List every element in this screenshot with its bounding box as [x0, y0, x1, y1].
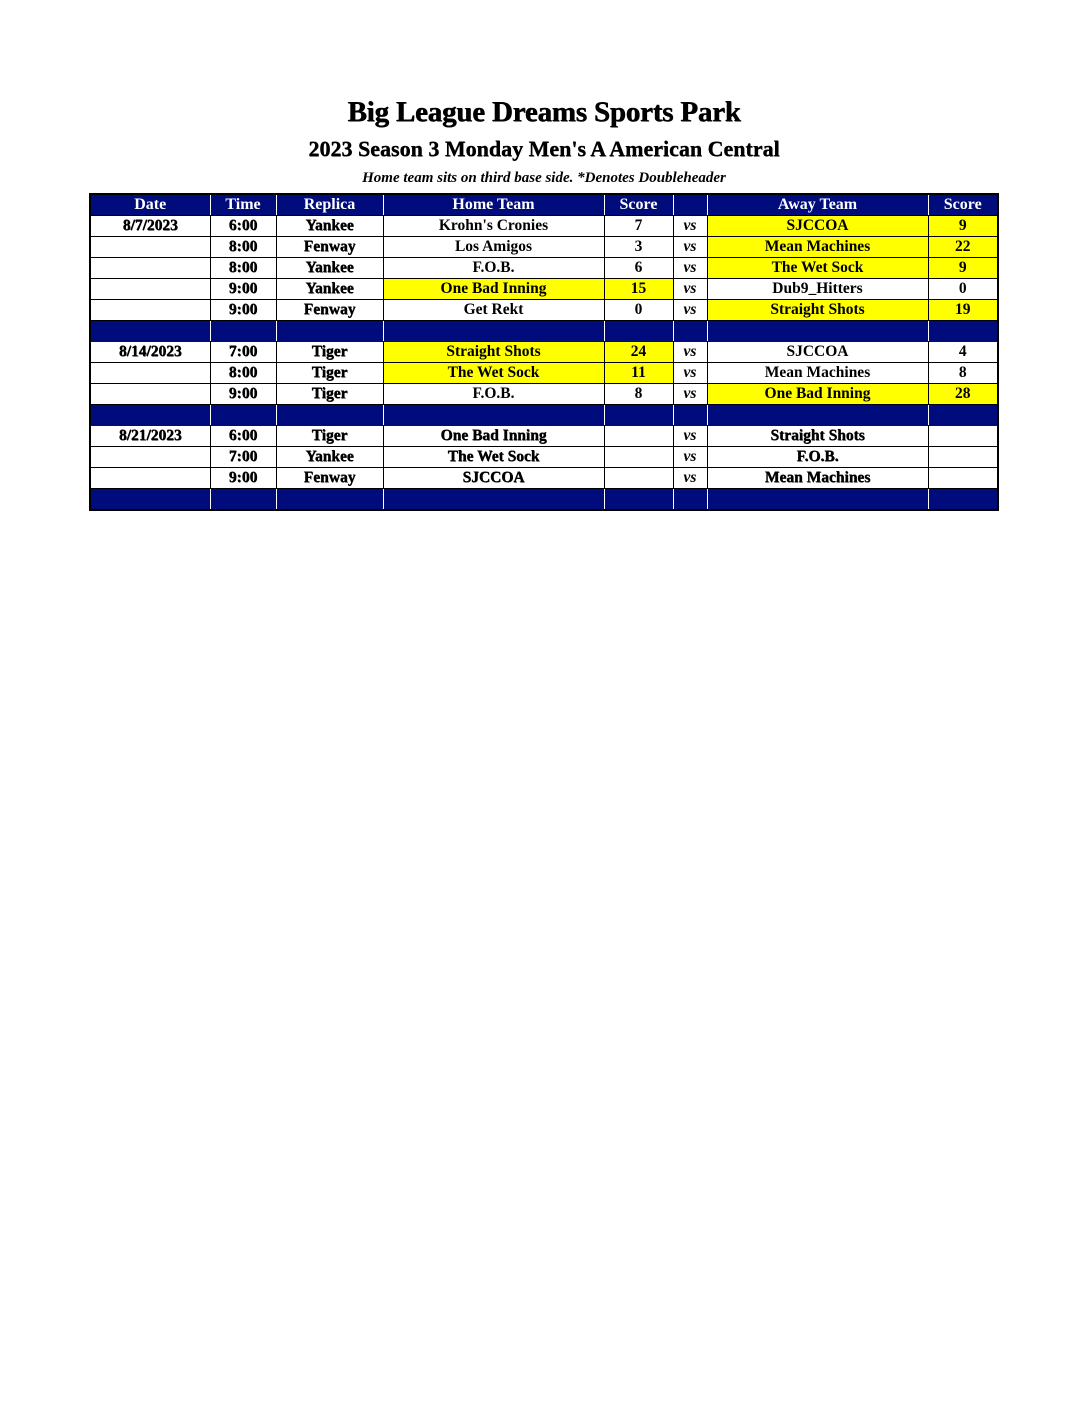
column-header-date: Date: [90, 194, 210, 216]
replica-cell: Yankee: [276, 279, 383, 300]
separator-cell: [90, 405, 210, 426]
home-team-cell: F.O.B.: [383, 258, 604, 279]
away-team-cell: Straight Shots: [707, 300, 928, 321]
column-header-vs: [673, 194, 707, 216]
page-subtitle: 2023 Season 3 Monday Men's A American Central: [308, 136, 780, 161]
time-cell: 7:00: [210, 342, 276, 363]
away-score-cell: 22: [928, 237, 998, 258]
home-score-cell: 24: [604, 342, 673, 363]
game-row: [90, 258, 998, 279]
home-team-cell: The Wet Sock: [383, 447, 604, 468]
separator-cell: [90, 489, 210, 511]
away-score-cell: 9: [928, 258, 998, 279]
separator-cell: [928, 321, 998, 342]
game-row: [90, 426, 998, 447]
column-header-away-team: Away Team: [707, 194, 928, 216]
replica-cell: Fenway: [276, 237, 383, 258]
column-header-replica: Replica: [276, 194, 383, 216]
separator-cell: [673, 321, 707, 342]
game-row: [90, 363, 998, 384]
date-cell: 8/21/2023: [90, 426, 210, 447]
date-cell: [90, 300, 210, 321]
away-team-cell: SJCCOA: [707, 216, 928, 237]
time-cell: 9:00: [210, 384, 276, 405]
home-score-cell: [604, 468, 673, 489]
vs-cell: vs: [673, 468, 707, 489]
replica-cell: Tiger: [276, 342, 383, 363]
away-team-cell: Mean Machines: [707, 363, 928, 384]
replica-cell: Tiger: [276, 426, 383, 447]
separator-cell: [210, 489, 276, 511]
home-team-cell: Krohn's Cronies: [383, 216, 604, 237]
game-row: [90, 237, 998, 258]
date-cell: [90, 363, 210, 384]
date-cell: [90, 258, 210, 279]
game-row: [90, 447, 998, 468]
column-header-home-team: Home Team: [383, 194, 604, 216]
date-cell: [90, 384, 210, 405]
away-team-cell: F.O.B.: [707, 447, 928, 468]
replica-cell: Fenway: [276, 300, 383, 321]
away-team-cell: Mean Machines: [707, 468, 928, 489]
separator-cell: [928, 489, 998, 511]
replica-cell: Yankee: [276, 447, 383, 468]
separator-cell: [673, 489, 707, 511]
week-separator-row: [90, 489, 998, 511]
game-row: [90, 279, 998, 300]
game-row: [90, 300, 998, 321]
away-score-cell: 8: [928, 363, 998, 384]
schedule-table: [89, 193, 999, 511]
week-separator-row: [90, 405, 998, 426]
vs-cell: vs: [673, 258, 707, 279]
home-team-cell: Los Amigos: [383, 237, 604, 258]
away-team-cell: Dub9_Hitters: [707, 279, 928, 300]
away-team-cell: The Wet Sock: [707, 258, 928, 279]
date-cell: [90, 447, 210, 468]
column-header-home-score: Score: [604, 194, 673, 216]
vs-cell: vs: [673, 426, 707, 447]
home-score-cell: 0: [604, 300, 673, 321]
separator-cell: [604, 405, 673, 426]
replica-cell: Fenway: [276, 468, 383, 489]
date-cell: 8/7/2023: [90, 216, 210, 237]
separator-cell: [707, 489, 928, 511]
separator-cell: [604, 321, 673, 342]
vs-cell: vs: [673, 300, 707, 321]
time-cell: 8:00: [210, 258, 276, 279]
away-score-cell: [928, 468, 998, 489]
vs-cell: vs: [673, 216, 707, 237]
away-team-cell: One Bad Inning: [707, 384, 928, 405]
vs-cell: vs: [673, 279, 707, 300]
home-score-cell: 7: [604, 216, 673, 237]
vs-cell: vs: [673, 237, 707, 258]
home-score-cell: 6: [604, 258, 673, 279]
separator-cell: [673, 405, 707, 426]
separator-cell: [276, 405, 383, 426]
schedule-note: Home team sits on third base side. *Denotes Doubleheader: [362, 170, 726, 186]
away-score-cell: 9: [928, 216, 998, 237]
away-score-cell: 19: [928, 300, 998, 321]
separator-cell: [383, 321, 604, 342]
replica-cell: Tiger: [276, 363, 383, 384]
separator-cell: [210, 321, 276, 342]
time-cell: 7:00: [210, 447, 276, 468]
away-score-cell: [928, 447, 998, 468]
column-header-time: Time: [210, 194, 276, 216]
page-title: Big League Dreams Sports Park: [347, 96, 741, 128]
date-cell: [90, 468, 210, 489]
home-team-cell: SJCCOA: [383, 468, 604, 489]
away-score-cell: 0: [928, 279, 998, 300]
separator-cell: [383, 405, 604, 426]
home-score-cell: 11: [604, 363, 673, 384]
time-cell: 9:00: [210, 468, 276, 489]
time-cell: 9:00: [210, 300, 276, 321]
time-cell: 9:00: [210, 279, 276, 300]
time-cell: 6:00: [210, 216, 276, 237]
header-row: [90, 194, 998, 216]
replica-cell: Tiger: [276, 384, 383, 405]
vs-cell: vs: [673, 447, 707, 468]
separator-cell: [90, 321, 210, 342]
home-score-cell: 8: [604, 384, 673, 405]
replica-cell: Yankee: [276, 216, 383, 237]
game-row: [90, 342, 998, 363]
date-cell: [90, 237, 210, 258]
home-team-cell: One Bad Inning: [383, 279, 604, 300]
away-score-cell: 4: [928, 342, 998, 363]
home-score-cell: 3: [604, 237, 673, 258]
time-cell: 8:00: [210, 237, 276, 258]
home-team-cell: Straight Shots: [383, 342, 604, 363]
vs-cell: vs: [673, 363, 707, 384]
separator-cell: [276, 489, 383, 511]
date-cell: [90, 279, 210, 300]
home-score-cell: 15: [604, 279, 673, 300]
away-team-cell: Mean Machines: [707, 237, 928, 258]
separator-cell: [276, 321, 383, 342]
game-row: [90, 468, 998, 489]
home-score-cell: [604, 447, 673, 468]
away-team-cell: SJCCOA: [707, 342, 928, 363]
away-team-cell: Straight Shots: [707, 426, 928, 447]
away-score-cell: 28: [928, 384, 998, 405]
home-team-cell: Get Rekt: [383, 300, 604, 321]
separator-cell: [210, 405, 276, 426]
time-cell: 8:00: [210, 363, 276, 384]
home-score-cell: [604, 426, 673, 447]
schedule-body: [90, 216, 998, 511]
separator-cell: [928, 405, 998, 426]
home-team-cell: The Wet Sock: [383, 363, 604, 384]
away-score-cell: [928, 426, 998, 447]
home-team-cell: F.O.B.: [383, 384, 604, 405]
game-row: [90, 384, 998, 405]
time-cell: 6:00: [210, 426, 276, 447]
separator-cell: [707, 321, 928, 342]
column-header-away-score: Score: [928, 194, 998, 216]
replica-cell: Yankee: [276, 258, 383, 279]
game-row: [90, 216, 998, 237]
week-separator-row: [90, 321, 998, 342]
vs-cell: vs: [673, 384, 707, 405]
date-cell: 8/14/2023: [90, 342, 210, 363]
vs-cell: vs: [673, 342, 707, 363]
separator-cell: [604, 489, 673, 511]
separator-cell: [383, 489, 604, 511]
home-team-cell: One Bad Inning: [383, 426, 604, 447]
separator-cell: [707, 405, 928, 426]
